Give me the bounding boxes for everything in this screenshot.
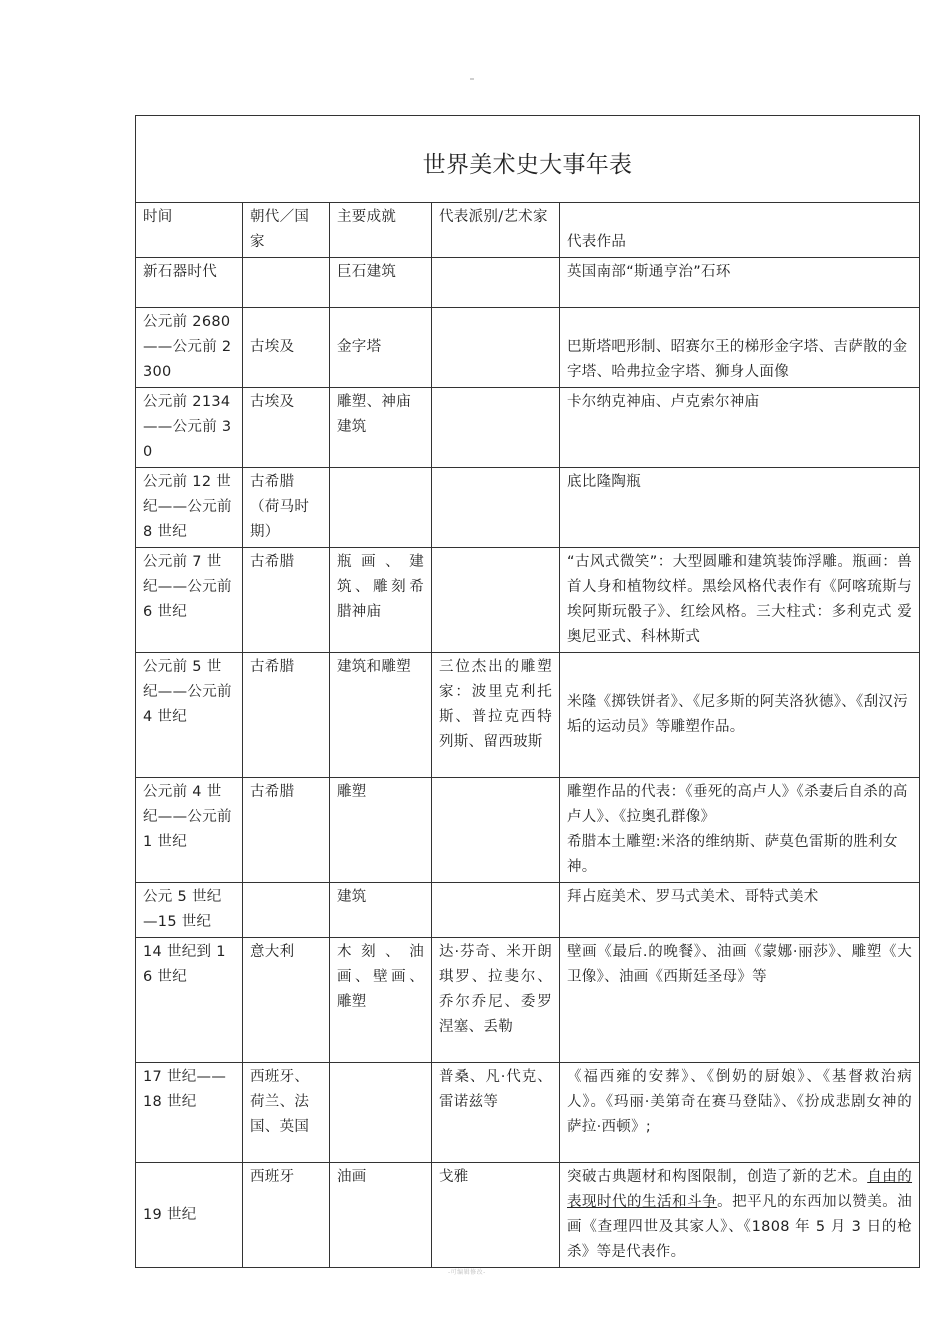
cell-achievement: 建筑 — [330, 883, 432, 938]
cell-time: 公元前 4 世纪——公元前 1 世纪 — [136, 778, 243, 883]
cell-time: 19 世纪 — [136, 1163, 243, 1268]
cell-artists — [432, 258, 560, 308]
header-works: 代表作品 — [560, 203, 920, 258]
cell-time: 公元 5 世纪—15 世纪 — [136, 883, 243, 938]
cell-country — [243, 883, 330, 938]
cell-time: 17 世纪——18 世纪 — [136, 1063, 243, 1163]
footer-mark: -可编辑修改- — [448, 1269, 486, 1276]
cell-artists — [432, 548, 560, 653]
page-title: 世界美术史大事年表 — [136, 116, 920, 203]
cell-achievement: 雕塑、神庙建筑 — [330, 388, 432, 468]
table-row — [136, 883, 920, 938]
cell-achievement: 雕塑 — [330, 778, 432, 883]
table-row — [136, 468, 920, 548]
cell-country — [243, 258, 330, 308]
page-dot — [470, 78, 474, 80]
cell-country: 意大利 — [243, 938, 330, 1063]
title-row — [136, 116, 920, 203]
underlined-text: 自由的表现时代的生活和斗争 — [567, 1169, 913, 1210]
works-paragraph: 希腊本土雕塑:米洛的维纳斯、萨莫色雷斯的胜利女神。 — [567, 834, 898, 875]
cell-country: 古埃及 — [243, 308, 330, 388]
cell-works: 底比隆陶瓶 — [560, 468, 920, 548]
cell-works: 壁画《最后.的晚餐》、油画《蒙娜·丽莎》、雕塑《大卫像》、油画《西斯廷圣母》等 — [560, 938, 920, 1063]
works-paragraph: 雕塑作品的代表：《垂死的高卢人》《杀妻后自杀的高卢人》、《拉奥孔群像》 — [567, 784, 908, 825]
cell-artists — [432, 883, 560, 938]
cell-achievement: 瓶画、建筑、雕刻希腊神庙 — [330, 548, 432, 653]
cell-achievement — [330, 468, 432, 548]
cell-time: 公元前 12 世纪——公元前 8 世纪 — [136, 468, 243, 548]
header-achievement: 主要成就 — [330, 203, 432, 258]
table-row — [136, 653, 920, 778]
cell-artists: 戈雅 — [432, 1163, 560, 1268]
cell-artists — [432, 468, 560, 548]
table-row — [136, 1163, 920, 1268]
cell-works: 巴斯塔吧形制、昭赛尔王的梯形金字塔、吉萨散的金字塔、哈弗拉金字塔、狮身人面像 — [560, 308, 920, 388]
cell-artists: 三位杰出的雕塑家：波里克利托斯、普拉克西特列斯、留西玻斯 — [432, 653, 560, 778]
cell-country: 古埃及 — [243, 388, 330, 468]
works-text: 。把平凡的东西加以赞美。油画《查理四世及其家人》、《1808 年 5 月 3 日的枪杀》等是代表作。 — [567, 1194, 913, 1260]
cell-artists: 普桑、凡·代克、雷诺兹等 — [432, 1063, 560, 1163]
cell-works — [560, 778, 920, 883]
cell-time: 公元前 2134——公元前 30 — [136, 388, 243, 468]
cell-achievement — [330, 1063, 432, 1163]
works-text: 突破古典题材和构图限制，创造了新的艺术。 — [567, 1169, 868, 1185]
cell-time: 14 世纪到 16 世纪 — [136, 938, 243, 1063]
cell-artists: 达·芬奇、米开朗琪罗、拉斐尔、乔尔乔尼、委罗涅塞、丢勒 — [432, 938, 560, 1063]
cell-achievement: 巨石建筑 — [330, 258, 432, 308]
table-row — [136, 778, 920, 883]
cell-artists — [432, 778, 560, 883]
cell-works: “古风式微笑”：大型圆雕和建筑装饰浮雕。瓶画：兽首人身和植物纹样。黑绘风格代表作有《阿喀琉斯与埃阿斯玩骰子》、红绘风格。三大柱式：多利克式 爱奥尼亚式、科林斯式 — [560, 548, 920, 653]
cell-country: 古希腊（荷马时期） — [243, 468, 330, 548]
cell-country: 古希腊 — [243, 778, 330, 883]
cell-works: 拜占庭美术、罗马式美术、哥特式美术 — [560, 883, 920, 938]
header-row — [136, 203, 920, 258]
timeline-table — [135, 115, 920, 1268]
cell-country: 古希腊 — [243, 653, 330, 778]
cell-achievement: 木刻、油画、壁画、雕塑 — [330, 938, 432, 1063]
cell-achievement: 油画 — [330, 1163, 432, 1268]
cell-time: 新石器时代 — [136, 258, 243, 308]
cell-works: 《福西雍的安葬》、《倒奶的厨娘》、《基督救治病人》。《玛丽·美第奇在赛马登陆》、《扮成悲剧女神的萨拉·西顿》; — [560, 1063, 920, 1163]
cell-achievement: 建筑和雕塑 — [330, 653, 432, 778]
cell-country: 西班牙 — [243, 1163, 330, 1268]
cell-artists — [432, 388, 560, 468]
cell-works — [560, 1163, 920, 1268]
table-row — [136, 1063, 920, 1163]
header-country: 朝代／国家 — [243, 203, 330, 258]
table-row — [136, 308, 920, 388]
cell-works: 英国南部“斯通亨治”石环 — [560, 258, 920, 308]
cell-time: 公元前 5 世纪——公元前 4 世纪 — [136, 653, 243, 778]
header-artists: 代表派别/艺术家 — [432, 203, 560, 258]
cell-works: 卡尔纳克神庙、卢克索尔神庙 — [560, 388, 920, 468]
cell-country: 古希腊 — [243, 548, 330, 653]
table-row — [136, 388, 920, 468]
cell-time: 公元前 7 世纪——公元前 6 世纪 — [136, 548, 243, 653]
cell-country: 西班牙、荷兰、法国、英国 — [243, 1063, 330, 1163]
table-row — [136, 938, 920, 1063]
header-time: 时间 — [136, 203, 243, 258]
cell-achievement: 金字塔 — [330, 308, 432, 388]
cell-time: 公元前 2680——公元前 2300 — [136, 308, 243, 388]
table-row — [136, 258, 920, 308]
table-row — [136, 548, 920, 653]
cell-works: 米隆《掷铁饼者》、《尼多斯的阿芙洛狄德》、《刮汉污垢的运动员》等雕塑作品。 — [560, 653, 920, 778]
cell-artists — [432, 308, 560, 388]
